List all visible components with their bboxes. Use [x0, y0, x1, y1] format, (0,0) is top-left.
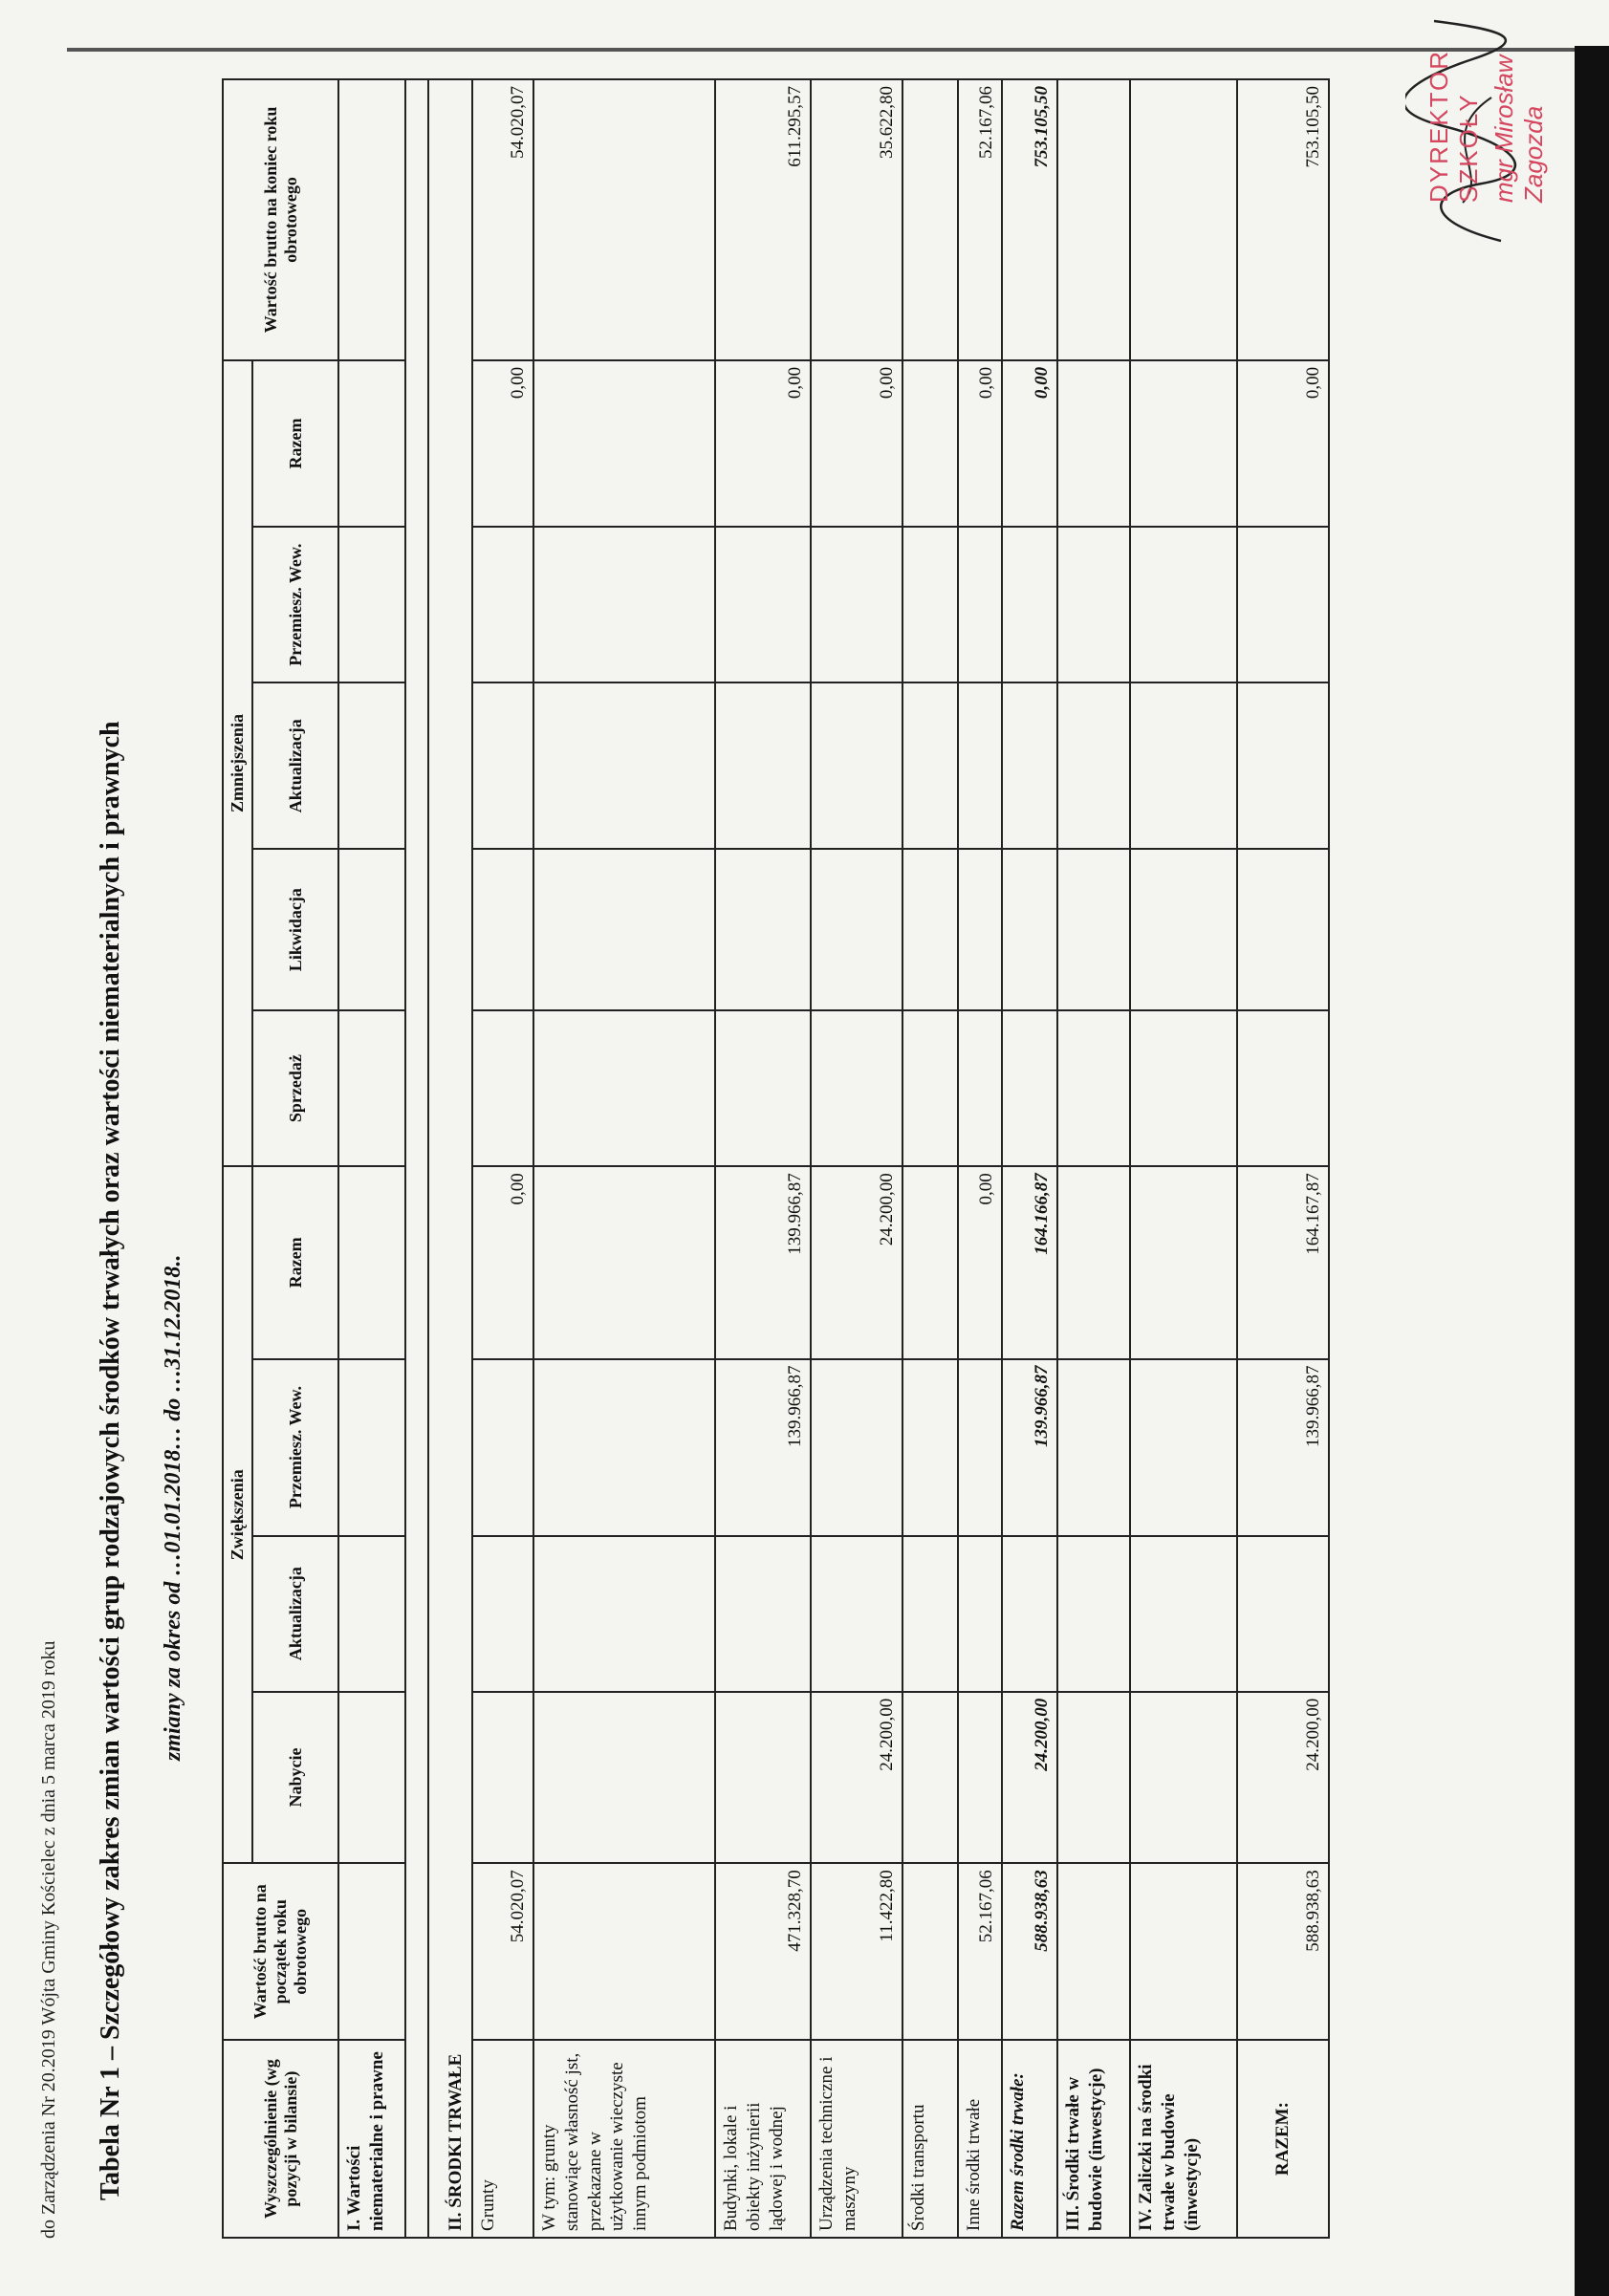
row-label: III. Środki trwałe w budowie (inwestycje) [1057, 2040, 1130, 2238]
zw-razem-cell: 24.200,00 [811, 1166, 902, 1358]
document-title: Tabela Nr 1 – Szczegółowy zakres zmian wartości grup rodzajowych środków trwałych oraz wartości niematerialnych i prawnych [96, 721, 125, 2200]
end-value-cell: 52.167,06 [958, 79, 1002, 360]
row-label: I. Wartości niematerialne i prawne [338, 2040, 405, 2238]
row-label: Inne środki trwałe [958, 2040, 1002, 2238]
director-stamp [1424, 0, 1549, 203]
start-value-cell: 588.938,63 [1002, 1863, 1057, 2040]
zw-razem-cell: 164.167,87 [1237, 1166, 1329, 1358]
table-row [902, 79, 958, 2238]
fixed-assets-table [222, 78, 1330, 2239]
zw-razem-cell: 164.166,87 [1002, 1166, 1057, 1358]
zw-nabycie-cell: 24.200,00 [1237, 1692, 1329, 1864]
col-header-zw-przemiesz: Przemiesz. Wew. [252, 1359, 338, 1536]
zm-razem-cell: 0,00 [715, 360, 811, 527]
table-row [715, 79, 811, 2238]
row-label: Grunty [472, 2040, 533, 2238]
table-row [472, 79, 533, 2238]
zw-razem-cell: 0,00 [472, 1166, 533, 1358]
zw-razem-cell: 0,00 [958, 1166, 1002, 1358]
stamp-name: mgr Mirosław Zagozda [1489, 54, 1548, 203]
stamp-title: DYREKTOR SZKOŁY [1424, 50, 1483, 203]
col-header-zm-razem: Razem [252, 360, 338, 527]
col-header-wyszczegolnienie: Wyszczególnienie (wg pozycji w bilansie) [223, 2040, 338, 2238]
col-header-zm-sprzedaz: Sprzedaż [252, 1010, 338, 1166]
col-header-zw-razem: Razem [252, 1166, 338, 1358]
start-value-cell: 471.328,70 [715, 1863, 811, 2040]
end-value-cell: 35.622,80 [811, 79, 902, 360]
row-label: Budynki, lokale i obiekty inżynierii lądowej i wodnej [715, 2040, 811, 2238]
col-header-zwiekszenia: Zwiększenia [223, 1166, 252, 1863]
end-value-cell: 753.105,50 [1237, 79, 1329, 360]
table-row [1130, 79, 1237, 2238]
zm-razem-cell: 0,00 [472, 360, 533, 527]
end-value-cell: 611.295,57 [715, 79, 811, 360]
table-row [338, 79, 405, 2238]
col-header-zw-aktualizacja: Aktualizacja [252, 1536, 338, 1692]
row-label: W tym: grunty stanowiące własność jst, przekazane w użytkowanie wieczyste innym podmiotom [533, 2040, 715, 2238]
table-row [811, 79, 902, 2238]
col-header-zw-nabycie: Nabycie [252, 1692, 338, 1864]
table-row [533, 79, 715, 2238]
col-header-zm-przemiesz: Przemiesz. Wew. [252, 527, 338, 682]
row-label: Razem środki trwałe: [1002, 2040, 1057, 2238]
col-header-start-value: Wartość brutto na początek roku obrotowego [223, 1863, 338, 2040]
start-value-cell: 52.167,06 [958, 1863, 1002, 2040]
zw-przemiesz-cell: 139.966,87 [1002, 1359, 1057, 1536]
zw-nabycie-cell: 24.200,00 [1002, 1692, 1057, 1864]
table-row [1237, 79, 1329, 2238]
end-value-cell: 753.105,50 [1002, 79, 1057, 360]
zw-przemiesz-cell: 139.966,87 [1237, 1359, 1329, 1536]
zm-razem-cell: 0,00 [811, 360, 902, 527]
col-header-end-value: Wartość brutto na koniec roku obrotowego [223, 79, 338, 360]
start-value-cell: 11.422,80 [811, 1863, 902, 2040]
table-row [1002, 79, 1057, 2238]
col-header-zmniejszenia: Zmniejszenia [223, 360, 252, 1166]
table-row [428, 79, 472, 2238]
reporting-period: zmiany za okres od …01.01.2018… do …31.12.2018.. [161, 1254, 185, 1761]
section-title: II. ŚRODKI TRWAŁE [428, 79, 472, 2238]
start-value-cell: 588.938,63 [1237, 1863, 1329, 2040]
zm-razem-cell: 0,00 [1002, 360, 1057, 527]
row-label: IV. Zaliczki na środki trwałe w budowie (inwestycje) [1130, 2040, 1237, 2238]
table-row [1057, 79, 1130, 2238]
row-label: RAZEM: [1237, 2040, 1329, 2238]
row-label: Urządzenia techniczne i maszyny [811, 2040, 902, 2238]
zm-razem-cell: 0,00 [958, 360, 1002, 527]
zw-razem-cell: 139.966,87 [715, 1166, 811, 1358]
end-value-cell: 54.020,07 [472, 79, 533, 360]
zw-przemiesz-cell: 139.966,87 [715, 1359, 811, 1536]
document-header-note: do Zarządzenia Nr 20.2019 Wójta Gminy Kościelec z dnia 5 marca 2019 roku [38, 1640, 59, 2239]
zw-nabycie-cell: 24.200,00 [811, 1692, 902, 1864]
col-header-zm-aktualizacja: Aktualizacja [252, 682, 338, 849]
col-header-zm-likwidacja: Likwidacja [252, 849, 338, 1010]
start-value-cell: 54.020,07 [472, 1863, 533, 2040]
row-label: Środki transportu [902, 2040, 958, 2238]
table-row [958, 79, 1002, 2238]
zm-razem-cell: 0,00 [1237, 360, 1329, 527]
